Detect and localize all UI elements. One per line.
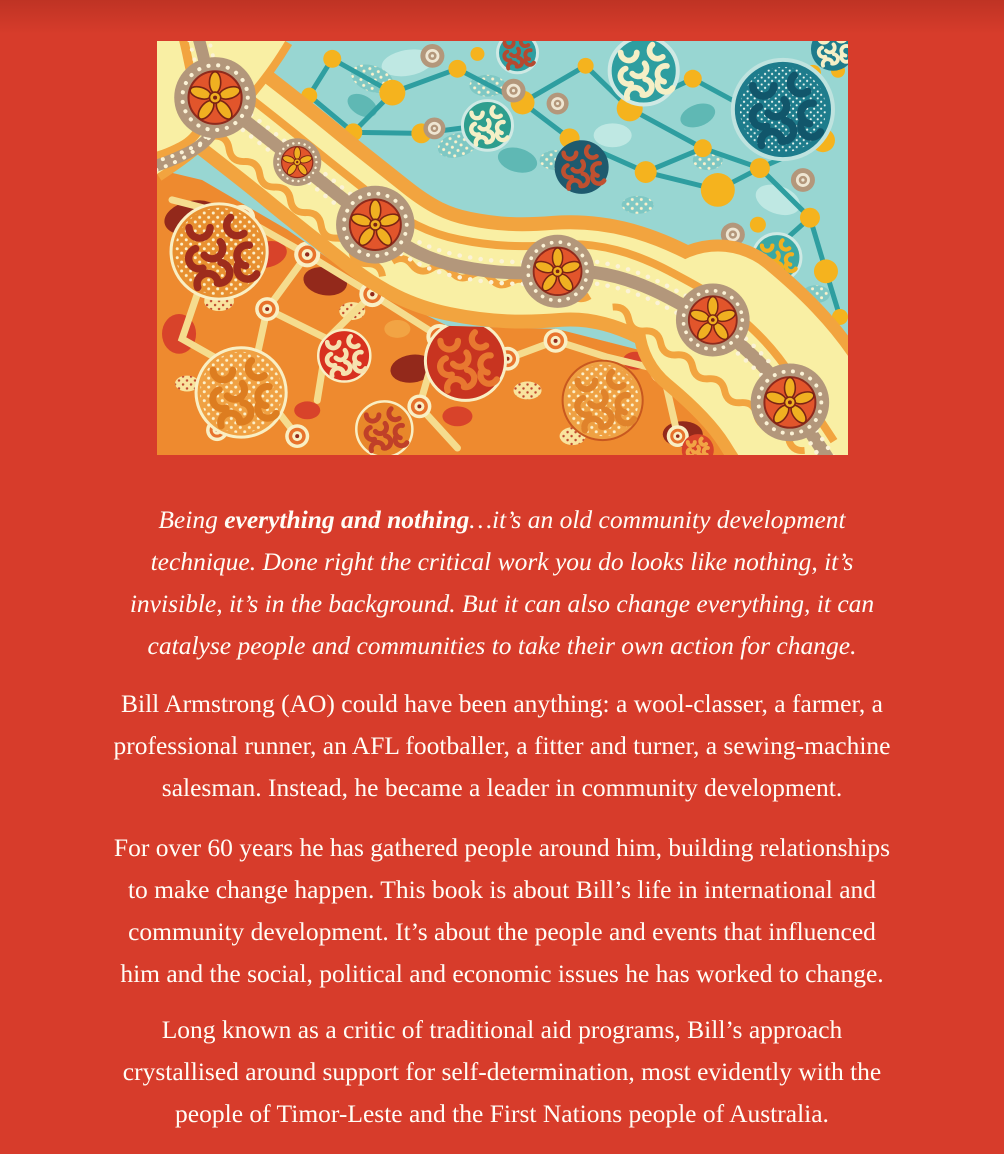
paragraph-line: community development. It’s about the people and events that influenced	[128, 917, 876, 946]
paragraph-line: For over 60 years he has gathered people around him, building relationships	[113, 833, 891, 862]
quote-rest: …it’s an old community development	[469, 505, 846, 534]
bio-paragraph-3	[0, 1009, 1004, 1135]
quote-line: invisible, it’s in the background. But it can also change everything, it can	[129, 589, 875, 618]
paragraph-line: salesman. Instead, he became a leader in community development.	[161, 773, 843, 802]
paragraph-line: to make change happen. This book is about Bill’s life in international and	[127, 875, 877, 904]
paragraph-line: Long known as a critic of traditional aid programs, Bill’s approach	[161, 1015, 843, 1044]
bio-paragraph-2	[0, 827, 1004, 995]
quote-lead: Being	[158, 505, 225, 534]
paragraph-line: people of Timor-Leste and the First Nations people of Australia.	[175, 1099, 829, 1128]
quote-line	[0, 499, 1004, 541]
paragraph-line: Bill Armstrong (AO) could have been anything: a wool-classer, a farmer, a	[120, 689, 883, 718]
bio-paragraph-1	[0, 683, 1004, 809]
paragraph-line: crystallised around support for self-determination, most evidently with the	[122, 1057, 882, 1086]
top-vignette	[0, 0, 1004, 34]
quote-bold-phrase: everything and nothing	[224, 505, 470, 534]
quote-line: catalyse people and communities to take their own action for change.	[147, 631, 857, 660]
paragraph-line: him and the social, political and economic issues he has worked to change.	[120, 959, 884, 988]
pull-quote	[0, 499, 1004, 667]
paragraph-line: professional runner, an AFL footballer, a fitter and turner, a sewing-machine	[113, 731, 891, 760]
quote-line: technique. Done right the critical work you do looks like nothing, it’s	[150, 547, 854, 576]
cover-artwork	[157, 41, 848, 455]
